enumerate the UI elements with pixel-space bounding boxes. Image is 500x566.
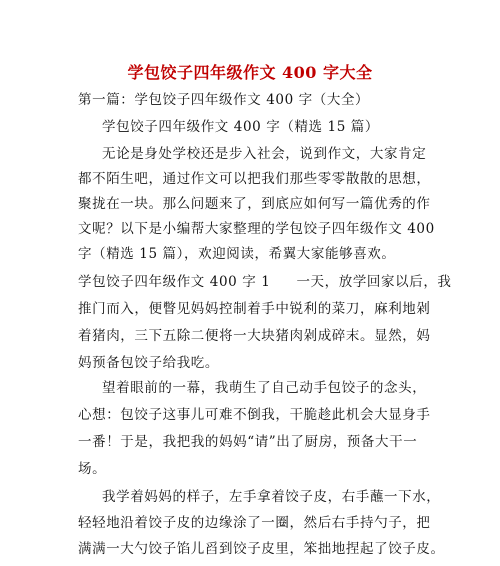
para1-line-2: 着猪肉，三下五除二便将一大块猪肉剁成碎末。显然，妈 — [78, 328, 431, 344]
essay-first-line — [78, 274, 498, 290]
para3-line-1: 我学着妈妈的样子，左手拿着饺子皮，右手蘸一下水， — [102, 489, 441, 505]
intro-line-5: 字（精选 15 篇），欢迎阅读，希翼大家能够喜欢。 — [78, 246, 396, 262]
collection-heading: 学包饺子四年级作文 400 字（精选 15 篇） — [102, 119, 380, 135]
document-title: 学包饺子四年级作文 400 字大全 — [127, 63, 373, 82]
section-heading: 第一篇：学包饺子四年级作文 400 字（大全） — [78, 92, 370, 108]
para2-line-3: 一番！于是，我把我的妈妈“请”出了厨房，预备大干一 — [78, 434, 418, 450]
para2-line-4: 场。 — [78, 461, 107, 477]
para1-line-3: 妈预备包饺子给我吃。 — [78, 355, 219, 371]
essay-label: 学包饺子四年级作文 400 字 1 — [78, 274, 271, 290]
intro-line-3: 聚拢在一块。那么问题来了，到底应如何写一篇优秀的作 — [78, 196, 431, 212]
para3-line-2: 轻轻地沿着饺子皮的边缘涂了一圈，然后右手持勺子，把 — [78, 515, 431, 531]
intro-line-2: 都不陌生吧，通过作文可以把我们那些零零散散的思想， — [78, 171, 431, 187]
intro-line-4: 文呢？以下是小编帮大家整理的学包饺子四年级作文 400 — [78, 221, 435, 237]
para2-line-2: 心想：包饺子这事儿可难不倒我，干脆趁此机会大显身手 — [78, 407, 431, 423]
essay-opening: 一天，放学回家以后，我 — [296, 274, 452, 290]
intro-line-1: 无论是身处学校还是步入社会，说到作文，大家肯定 — [102, 146, 427, 162]
para2-line-1: 望着眼前的一幕，我萌生了自己动手包饺子的念头， — [102, 380, 427, 396]
para1-line-1: 推门而入，便瞥见妈妈控制着手中锐利的菜刀，麻利地剁 — [78, 301, 431, 317]
para3-line-3: 满满一大勺饺子馅儿舀到饺子皮里，笨拙地捏起了饺子皮。 — [78, 541, 445, 557]
